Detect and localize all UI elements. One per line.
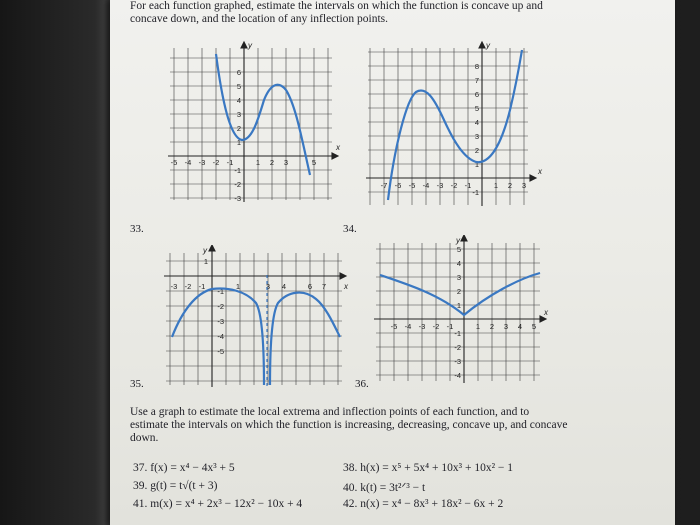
graph-33-ytick: 5: [236, 82, 241, 91]
graph-33-ytick: -3: [234, 194, 241, 203]
exercise-number: 41.: [133, 498, 148, 510]
graph-36-ytick: 4: [456, 259, 461, 268]
graph-34: [360, 40, 550, 210]
graph-35-grid: [166, 253, 342, 385]
graph-34-xtick: 2: [507, 181, 513, 190]
graph-35-xtick: 6: [307, 282, 313, 291]
exercise-41: [133, 498, 302, 510]
graph-34-xtick: -4: [422, 181, 430, 190]
graph-35-xtick: 4: [281, 282, 287, 291]
graph-34-xtick: -1: [464, 181, 472, 190]
graph-34-xtick: -6: [394, 181, 402, 190]
graph-33-xtick: -1: [226, 158, 234, 167]
graph-33-ytick: 4: [236, 96, 241, 105]
graph-36-ytick: 1: [456, 301, 461, 310]
graph-35-xlabel: x: [344, 282, 348, 291]
graph-33-ytick: -2: [234, 180, 241, 189]
graph-36-ytick: -4: [454, 371, 461, 380]
graph-35-xtick: 1: [235, 282, 241, 291]
graph-36-xtick: 5: [531, 322, 537, 331]
graph-35-xtick: -3: [170, 282, 178, 291]
problem-number-33: 33.: [130, 223, 144, 235]
problem-number-34: 34.: [343, 223, 357, 235]
graph-34-xlabel: x: [538, 167, 542, 176]
graph-34-ytick: 1: [474, 160, 479, 169]
exercise-40: [343, 480, 425, 494]
graph-36-ytick: -3: [454, 357, 461, 366]
exercise-39: [133, 480, 217, 492]
graph-33-axes: [168, 42, 338, 202]
graph-33-xlabel: x: [336, 143, 340, 152]
graph-35-ylabel: y: [203, 246, 207, 255]
graph-34-ytick: 8: [474, 62, 479, 71]
graph-35-xtick: -1: [198, 282, 206, 291]
graph-33-ytick: 1: [236, 138, 241, 147]
graph-34-ytick: 6: [474, 90, 479, 99]
exercise-38: [343, 462, 513, 474]
graph-36-xtick: 4: [517, 322, 523, 331]
instructions-extrema: Use a graph to estimate the local extrema and inflection points of each function, and to estimate the intervals on which the function is increasing, decreasing, concave up, and concave down.: [130, 406, 568, 444]
exercise-number: 39.: [133, 480, 148, 492]
graph-33-xtick: -2: [212, 158, 220, 167]
graph-34-ytick: 2: [474, 146, 479, 155]
graph-36-ytick: -2: [454, 343, 461, 352]
graph-35-ytick: 1: [203, 257, 208, 266]
graph-35-ytick: -3: [217, 317, 224, 326]
graph-36-xtick: 2: [489, 322, 495, 331]
problem-number-35: 35.: [130, 378, 144, 390]
exercise-expression: f(x) = x⁴ − 4x³ + 5: [150, 462, 235, 474]
graph-34-xtick: 1: [493, 181, 499, 190]
graph-36-ytick: 2: [456, 287, 461, 296]
exercise-expression: m(x) = x⁴ + 2x³ − 12x² − 10x + 4: [150, 498, 303, 510]
graph-36-xtick: -5: [390, 322, 398, 331]
graph-36-xtick: 1: [475, 322, 481, 331]
graph-33-ytick: 2: [236, 124, 241, 133]
graph-35-ytick: -5: [217, 347, 224, 356]
graph-33-xtick: 2: [269, 158, 275, 167]
graph-34-ytick: -1: [472, 188, 479, 197]
graph-34-ytick: 3: [474, 132, 479, 141]
graph-36-ytick: -1: [454, 329, 461, 338]
graph-34-ytick: 4: [474, 118, 479, 127]
graph-33-ylabel: y: [248, 41, 252, 50]
graph-34-xtick: -7: [380, 181, 388, 190]
graph-34-xtick: 3: [521, 181, 527, 190]
graph-33-xtick: -5: [170, 158, 178, 167]
graph-35: [160, 245, 350, 390]
graph-35-xtick: 7: [321, 282, 327, 291]
graph-36-xtick: -4: [404, 322, 412, 331]
graph-36: [370, 235, 555, 385]
graph-33: [160, 40, 345, 205]
graph-35-curve-right: [270, 293, 340, 385]
instructions-concavity: For each function graphed, estimate the intervals on which the function is concave up and concave down, and the location of any inflection points.: [130, 0, 543, 25]
graph-36-xlabel: x: [544, 308, 548, 317]
graph-34-xtick: -5: [408, 181, 416, 190]
exercise-number: 40.: [343, 482, 358, 494]
graph-33-xtick: 3: [283, 158, 289, 167]
graph-33-xtick: 5: [311, 158, 317, 167]
graph-34-ytick: 7: [474, 76, 479, 85]
graph-33-grid: [170, 48, 332, 200]
exercise-expression: n(x) = x⁴ − 8x³ + 18x² − 6x + 2: [360, 498, 504, 510]
graph-33-ytick: 6: [236, 68, 241, 77]
exercise-37: [133, 462, 235, 474]
graph-33-xtick: -4: [184, 158, 192, 167]
graph-33-ytick: -1: [234, 166, 241, 175]
graph-34-ytick: 5: [474, 104, 479, 113]
exercise-number: 42.: [343, 498, 358, 510]
exercise-number: 38.: [343, 462, 358, 474]
graph-35-ytick: -4: [217, 332, 224, 341]
graph-36-xtick: -2: [432, 322, 440, 331]
exercise-expression: k(t) = 3t²ᐟ³ − t: [360, 482, 426, 494]
exercise-42: [343, 498, 503, 510]
graph-36-ytick: 3: [456, 273, 461, 282]
graph-36-xtick: -3: [418, 322, 426, 331]
graph-36-xtick: -1: [446, 322, 454, 331]
problem-number-36: 36.: [355, 378, 369, 390]
exercise-number: 37.: [133, 462, 148, 474]
graph-34-xtick: -3: [436, 181, 444, 190]
graph-35-xtick: 3: [265, 282, 271, 291]
graph-36-ylabel: y: [456, 236, 460, 245]
graph-34-xtick: -2: [450, 181, 458, 190]
graph-36-ytick: 5: [456, 245, 461, 254]
exercise-expression: g(t) = t√(t + 3): [150, 480, 218, 492]
exercise-expression: h(x) = x⁵ + 5x⁴ + 10x³ + 10x² − 1: [360, 462, 514, 474]
graph-35-ytick: -2: [217, 302, 224, 311]
graph-34-ylabel: y: [486, 41, 490, 50]
graph-33-ytick: 3: [236, 110, 241, 119]
graph-36-xtick: 3: [503, 322, 509, 331]
graph-33-xtick: 1: [255, 158, 261, 167]
graph-33-xtick: -3: [198, 158, 206, 167]
graph-35-ytick: -1: [217, 287, 224, 296]
graph-35-xtick: -2: [184, 282, 192, 291]
